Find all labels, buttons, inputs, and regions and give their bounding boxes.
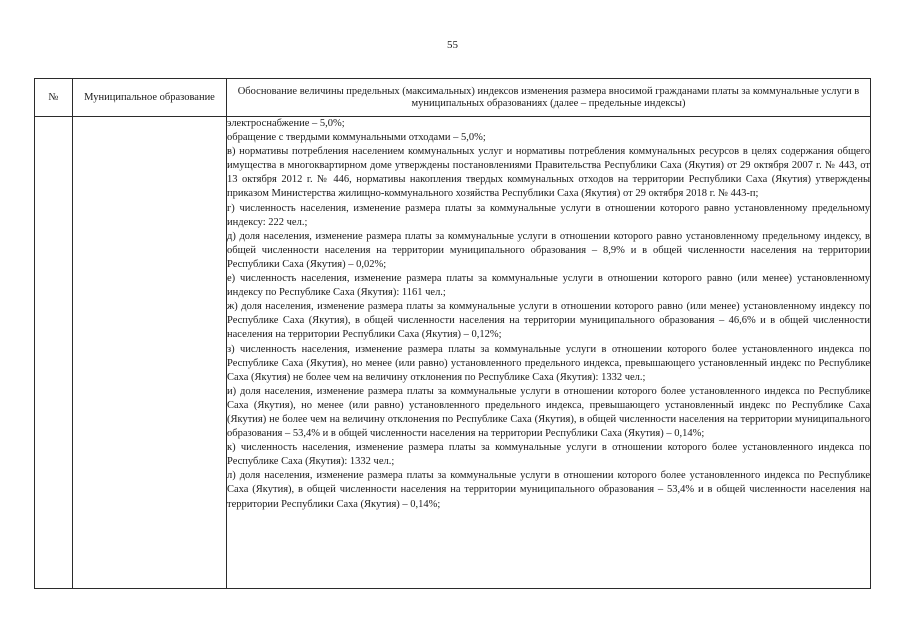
header-municipality: Муниципальное образование xyxy=(73,79,227,117)
paragraph: к) численность населения, изменение размера платы за коммунальные услуги в отношении которого более установленного индекса по Республике Саха (Якутия): 1332 чел.; xyxy=(227,442,870,468)
table-header-row xyxy=(35,79,871,117)
justification-table xyxy=(34,78,871,589)
page-number: 55 xyxy=(447,39,458,51)
paragraph: е) численность населения, изменение размера платы за коммунальные услуги в отношении которого равно (или менее) установленному индексу по Республике Саха (Якутия): 1161 чел.; xyxy=(227,273,870,299)
paragraph: д) доля населения, изменение размера платы за коммунальные услуги в отношении которого равно установленному предельному индексу, в общей численности населения на территории муниципального образования – 8,9% и в общей численности населения на территории Республики Саха (Якутия) – 0,02%; xyxy=(227,230,870,270)
cell-municipality xyxy=(73,117,227,589)
paragraph: электроснабжение – 5,0%; xyxy=(227,118,345,129)
paragraph: г) численность населения, изменение размера платы за коммунальные услуги в отношении которого равно установленному предельному индексу: 222 чел.; xyxy=(227,202,870,228)
paragraph: ж) доля населения, изменение размера платы за коммунальные услуги в отношении которого равно (или менее) установленному индексу по Республике Саха (Якутия), в общей численности населения на территории муниципального образования – 46,6% и в общей численности населения на территории Республики Саха (Якутия) – 0,12%; xyxy=(227,301,870,341)
paragraph: л) доля населения, изменение размера платы за коммунальные услуги в отношении которого более установленного индекса по Республике Саха (Якутия), в общей численности населения на территории муниципального образования – 53,4% и в общей численности населения на территории Республики Саха (Якутия) – 0,14%; xyxy=(227,470,870,510)
paragraph: з) численность населения, изменение размера платы за коммунальные услуги в отношении которого более установленного индекса по Республике Саха (Якутия), но менее (или равно) установленного предельного индекса, превышающего установленный индекс по Республике Саха (Якутия) не более чем на величину отклонения по Республике Саха (Якутия): 1332 чел.; xyxy=(227,343,870,383)
cell-justification xyxy=(227,117,871,589)
paragraph: в) нормативы потребления населением коммунальных услуг и нормативы потребления коммунальных ресурсов в целях содержания общего имущества в многоквартирном доме утверждены постановлениями Правительства Республики Саха (Якутия) от 29 октября 2007 г. № 443, от 13 октября 2012 г. № 446, нормативы накопления твердых коммунальных отходов на территории Республики Саха (Якутия) утверждены приказом Министерства жилищно-коммунального хозяйства Республики Саха (Якутия) от 29 октября 2018 г. № 443-п; xyxy=(227,146,870,200)
header-justification: Обоснование величины предельных (максимальных) индексов изменения размера вносимой гражданами платы за коммунальные услуги в муниципальных образованиях (далее – предельные индексы) xyxy=(227,79,871,117)
cell-number xyxy=(35,117,73,589)
paragraph: и) доля населения, изменение размера платы за коммунальные услуги в отношении которого более установленного индекса по Республике Саха (Якутия), но менее (или равно) установленного предельного индекса, превышающего установленный индекс по Республике Саха (Якутия) не более чем на величину отклонения по Республике Саха (Якутия), в общей численности населения на территории муниципального образования – 53,4% и в общей численности населения на территории Республики Саха (Якутия) – 0,14%; xyxy=(227,385,870,440)
paragraph: обращение с твердыми коммунальными отходами – 5,0%; xyxy=(227,132,486,144)
table-row xyxy=(35,117,871,589)
header-number: № xyxy=(35,79,73,117)
